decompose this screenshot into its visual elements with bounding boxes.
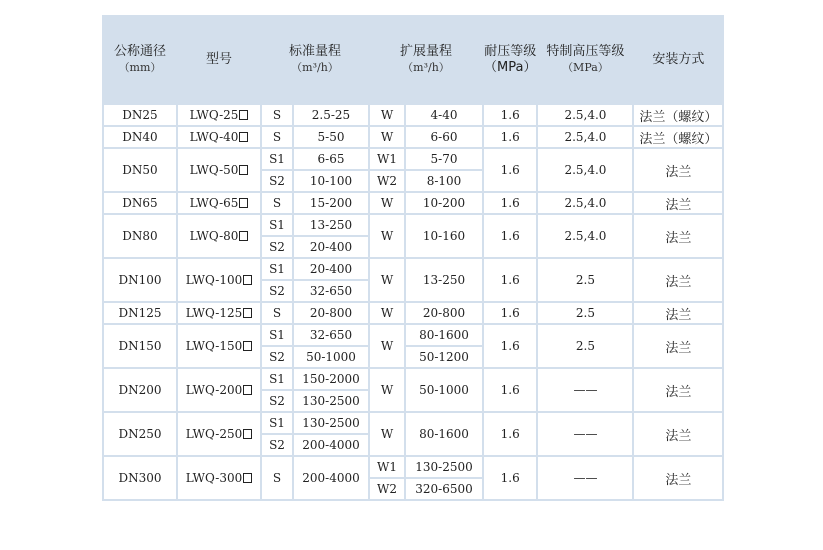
- model-text: LWQ-200: [185, 383, 243, 397]
- installation-cell: 法兰: [634, 303, 722, 323]
- extended-range-code-cell: W: [370, 127, 404, 147]
- extended-range-value-cell: 130-2500: [406, 457, 482, 477]
- table-row: [104, 215, 722, 235]
- special-high-pressure-cell: 2.5: [538, 259, 632, 301]
- header-standard-range-label: 标准量程: [288, 44, 341, 59]
- extended-range-code-cell: W: [370, 369, 404, 411]
- extended-range-code-cell: W: [370, 413, 404, 455]
- pressure-rating-cell: 1.6: [484, 215, 536, 257]
- standard-range-value-cell: 200-4000: [294, 457, 368, 499]
- extended-range-value-cell: 6-60: [406, 127, 482, 147]
- table-row: [104, 325, 722, 345]
- nominal-diameter-cell: DN125: [104, 303, 176, 323]
- pressure-rating-cell: 1.6: [484, 149, 536, 191]
- nominal-diameter-cell: DN150: [104, 325, 176, 367]
- special-high-pressure-cell: 2.5: [538, 303, 632, 323]
- model-text: LWQ-65: [189, 196, 239, 210]
- nominal-diameter-cell: DN80: [104, 215, 176, 257]
- model-cell: [178, 149, 260, 191]
- standard-range-value-cell: 20-400: [294, 259, 368, 279]
- table-row: [104, 369, 722, 389]
- pressure-rating-cell: 1.6: [484, 193, 536, 213]
- header-special-high-pressure-label: 特制高压等级: [546, 44, 625, 59]
- standard-range-code-cell: S1: [262, 413, 292, 433]
- pressure-rating-cell: 1.6: [484, 369, 536, 411]
- extended-range-value-cell: 10-200: [406, 193, 482, 213]
- header-installation: 安装方式: [634, 17, 722, 103]
- model-option-box-icon: [239, 165, 248, 175]
- model-cell: [178, 303, 260, 323]
- extended-range-code-cell: W: [370, 259, 404, 301]
- model-option-box-icon: [239, 110, 248, 120]
- extended-range-value-cell: 80-1600: [406, 325, 482, 345]
- header-standard-range: [262, 17, 368, 103]
- extended-range-value-cell: 20-800: [406, 303, 482, 323]
- table-row: [104, 457, 722, 477]
- table-row: [104, 105, 722, 125]
- model-option-box-icon: [243, 473, 252, 483]
- extended-range-value-cell: 80-1600: [406, 413, 482, 455]
- model-cell: [178, 369, 260, 411]
- extended-range-value-cell: 320-6500: [406, 479, 482, 499]
- model-cell: [178, 413, 260, 455]
- special-high-pressure-cell: 2.5,4.0: [538, 149, 632, 191]
- table-row: [104, 259, 722, 279]
- model-cell: [178, 259, 260, 301]
- model-text: LWQ-40: [189, 130, 239, 144]
- model-option-box-icon: [243, 275, 252, 285]
- standard-range-value-cell: 20-400: [294, 237, 368, 257]
- standard-range-value-cell: 2.5-25: [294, 105, 368, 125]
- standard-range-value-cell: 130-2500: [294, 413, 368, 433]
- nominal-diameter-cell: DN40: [104, 127, 176, 147]
- extended-range-value-cell: 50-1000: [406, 369, 482, 411]
- standard-range-value-cell: 200-4000: [294, 435, 368, 455]
- header-standard-range-unit: （m³/h）: [291, 61, 339, 74]
- model-text: LWQ-250: [185, 427, 243, 441]
- nominal-diameter-cell: DN50: [104, 149, 176, 191]
- model-option-box-icon: [239, 132, 248, 142]
- extended-range-code-cell: W: [370, 303, 404, 323]
- pressure-rating-cell: 1.6: [484, 303, 536, 323]
- standard-range-code-cell: S1: [262, 149, 292, 169]
- installation-cell: 法兰: [634, 193, 722, 213]
- standard-range-code-cell: S2: [262, 391, 292, 411]
- installation-cell: 法兰（螺纹）: [634, 105, 722, 125]
- model-text: LWQ-125: [185, 306, 243, 320]
- model-option-box-icon: [243, 429, 252, 439]
- special-high-pressure-cell: ——: [538, 457, 632, 499]
- table-row: [104, 193, 722, 213]
- extended-range-code-cell: W2: [370, 479, 404, 499]
- standard-range-code-cell: S1: [262, 215, 292, 235]
- standard-range-code-cell: S: [262, 303, 292, 323]
- special-high-pressure-cell: 2.5: [538, 325, 632, 367]
- installation-cell: 法兰: [634, 457, 722, 499]
- header-special-high-pressure: [538, 17, 632, 103]
- special-high-pressure-cell: ——: [538, 413, 632, 455]
- model-cell: [178, 127, 260, 147]
- standard-range-code-cell: S: [262, 105, 292, 125]
- extended-range-code-cell: W2: [370, 171, 404, 191]
- standard-range-value-cell: 5-50: [294, 127, 368, 147]
- extended-range-value-cell: 10-160: [406, 215, 482, 257]
- special-high-pressure-cell: 2.5,4.0: [538, 193, 632, 213]
- installation-cell: 法兰: [634, 325, 722, 367]
- nominal-diameter-cell: DN25: [104, 105, 176, 125]
- pressure-rating-cell: 1.6: [484, 413, 536, 455]
- special-high-pressure-cell: ——: [538, 369, 632, 411]
- standard-range-code-cell: S2: [262, 281, 292, 301]
- model-text: LWQ-50: [189, 163, 239, 177]
- extended-range-code-cell: W1: [370, 149, 404, 169]
- header-model: 型号: [178, 17, 260, 103]
- standard-range-code-cell: S: [262, 193, 292, 213]
- standard-range-code-cell: S: [262, 457, 292, 499]
- standard-range-code-cell: S2: [262, 171, 292, 191]
- extended-range-code-cell: W: [370, 193, 404, 213]
- standard-range-value-cell: 10-100: [294, 171, 368, 191]
- nominal-diameter-cell: DN250: [104, 413, 176, 455]
- standard-range-value-cell: 15-200: [294, 193, 368, 213]
- standard-range-value-cell: 6-65: [294, 149, 368, 169]
- header-pressure-rating: 耐压等级（MPa）: [484, 17, 536, 103]
- table-body: [104, 105, 722, 499]
- model-cell: [178, 457, 260, 499]
- extended-range-value-cell: 13-250: [406, 259, 482, 301]
- model-option-box-icon: [239, 231, 248, 241]
- model-cell: [178, 105, 260, 125]
- extended-range-value-cell: 8-100: [406, 171, 482, 191]
- model-option-box-icon: [243, 385, 252, 395]
- installation-cell: 法兰: [634, 215, 722, 257]
- model-cell: [178, 193, 260, 213]
- installation-cell: 法兰（螺纹）: [634, 127, 722, 147]
- standard-range-value-cell: 13-250: [294, 215, 368, 235]
- model-cell: [178, 215, 260, 257]
- extended-range-code-cell: W: [370, 325, 404, 367]
- nominal-diameter-cell: DN100: [104, 259, 176, 301]
- extended-range-code-cell: W: [370, 105, 404, 125]
- installation-cell: 法兰: [634, 149, 722, 191]
- standard-range-value-cell: 150-2000: [294, 369, 368, 389]
- pressure-rating-cell: 1.6: [484, 127, 536, 147]
- installation-cell: 法兰: [634, 259, 722, 301]
- extended-range-value-cell: 4-40: [406, 105, 482, 125]
- header-extended-range-unit: （m³/h）: [402, 61, 450, 74]
- table-row: [104, 127, 722, 147]
- header-nominal-diameter-label: 公称通径: [113, 44, 166, 59]
- model-text: LWQ-300: [185, 471, 243, 485]
- nominal-diameter-cell: DN200: [104, 369, 176, 411]
- model-text: LWQ-80: [189, 229, 239, 243]
- standard-range-code-cell: S: [262, 127, 292, 147]
- header-nominal-diameter: [104, 17, 176, 103]
- model-text: LWQ-25: [189, 108, 239, 122]
- extended-range-value-cell: 5-70: [406, 149, 482, 169]
- extended-range-value-cell: 50-1200: [406, 347, 482, 367]
- pressure-rating-cell: 1.6: [484, 259, 536, 301]
- standard-range-value-cell: 32-650: [294, 325, 368, 345]
- standard-range-value-cell: 32-650: [294, 281, 368, 301]
- pressure-rating-cell: 1.6: [484, 457, 536, 499]
- special-high-pressure-cell: 2.5,4.0: [538, 215, 632, 257]
- header-nominal-diameter-unit: （mm）: [118, 61, 162, 74]
- standard-range-code-cell: S2: [262, 347, 292, 367]
- model-text: LWQ-100: [185, 273, 243, 287]
- table-row: [104, 149, 722, 169]
- standard-range-value-cell: 130-2500: [294, 391, 368, 411]
- pressure-rating-cell: 1.6: [484, 325, 536, 367]
- header-extended-range: [370, 17, 482, 103]
- model-cell: [178, 325, 260, 367]
- extended-range-code-cell: W1: [370, 457, 404, 477]
- table-row: [104, 413, 722, 433]
- model-option-box-icon: [239, 198, 248, 208]
- extended-range-code-cell: W: [370, 215, 404, 257]
- special-high-pressure-cell: 2.5,4.0: [538, 105, 632, 125]
- model-option-box-icon: [243, 341, 252, 351]
- model-option-box-icon: [243, 308, 252, 318]
- standard-range-code-cell: S1: [262, 259, 292, 279]
- nominal-diameter-cell: DN300: [104, 457, 176, 499]
- standard-range-code-cell: S1: [262, 325, 292, 345]
- special-high-pressure-cell: 2.5,4.0: [538, 127, 632, 147]
- header-row: [104, 17, 722, 103]
- standard-range-value-cell: 50-1000: [294, 347, 368, 367]
- pressure-rating-cell: 1.6: [484, 105, 536, 125]
- spec-table: [102, 15, 724, 501]
- installation-cell: 法兰: [634, 369, 722, 411]
- nominal-diameter-cell: DN65: [104, 193, 176, 213]
- standard-range-value-cell: 20-800: [294, 303, 368, 323]
- model-text: LWQ-150: [185, 339, 243, 353]
- table-row: [104, 303, 722, 323]
- header-special-high-pressure-unit: （MPa）: [562, 61, 609, 74]
- standard-range-code-cell: S2: [262, 435, 292, 455]
- standard-range-code-cell: S1: [262, 369, 292, 389]
- standard-range-code-cell: S2: [262, 237, 292, 257]
- header-extended-range-label: 扩展量程: [399, 44, 452, 59]
- installation-cell: 法兰: [634, 413, 722, 455]
